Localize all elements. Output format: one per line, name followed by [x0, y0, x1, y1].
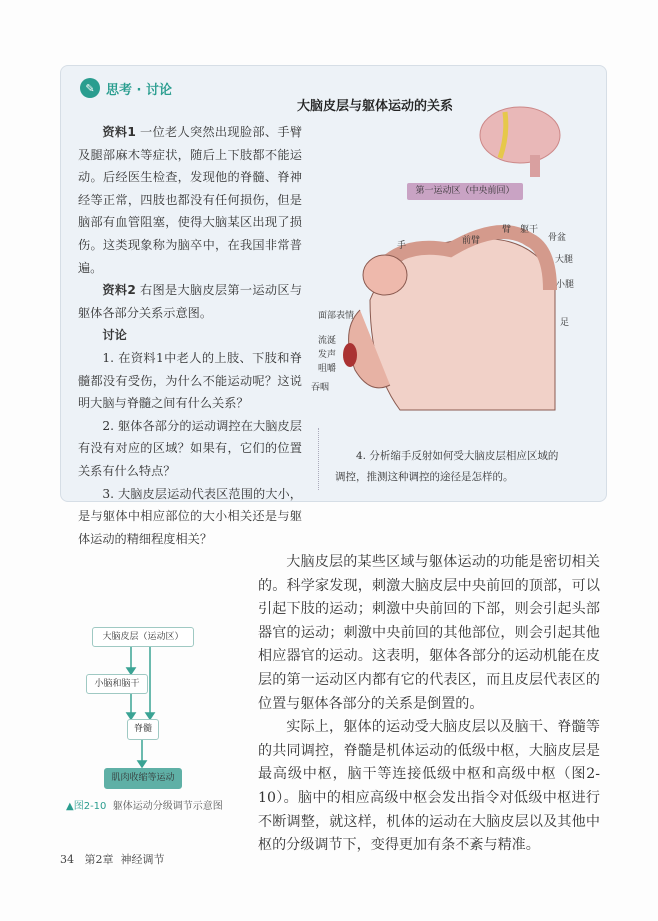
- label-chew: 咀嚼: [318, 364, 337, 374]
- motor-cortex-illustration: [330, 100, 570, 420]
- material2-text: 右图是大脑皮层第一运动区与躯体各部分关系示意图。: [78, 283, 303, 320]
- paragraph-1: 大脑皮层的某些区域与躯体运动的功能是密切相关的。科学家发现，刺激大脑皮层中央前回的顶部，可以引起下肢的运动；刺激中央前回的下部，则会引起头部器官的运动；刺激中央前回的其他部位，则会引起其他相应器官的运动。这表明，躯体各部分的运动机能在皮层的第一运动区内都有它的代表区，而且皮层代表区的位置与躯体各部分的关系是倒置的。: [258, 554, 600, 712]
- node-cerebellum-brainstem: 小脑和脑干: [86, 674, 148, 694]
- label-voice: 发声: [318, 350, 337, 360]
- label-face: 面部表情: [318, 311, 355, 321]
- paragraph-2: 实际上，躯体的运动受大脑皮层以及脑干、脊髓等的共同调控，脊髓是机体运动的低级中枢，大脑皮层是最高级中枢，脑干等连接低级中枢和高级中枢（图2-10）。脑中的相应高级中枢会发出指令对低级中枢进行不断调整，就这样，机体的运动在大脑皮层以及其他中枢的分级调节下，变得更加有条不紊与精准。: [258, 719, 600, 854]
- material2-label: 资料2: [102, 283, 136, 298]
- question-2: 2. 躯体各部分的运动调控在大脑皮层有没有对应的区域？如果有，它们的位置关系有什么特点？: [78, 418, 302, 478]
- material1-label: 资料1: [102, 125, 136, 139]
- label-calf: 小腿: [556, 280, 575, 290]
- question-4: 4. 分析缩手反射如何受大脑皮层相应区域的调控，推测这种调控的途径是怎样的。: [335, 450, 559, 483]
- caption-text: 躯体运动分级调节示意图: [112, 801, 223, 812]
- materials: [78, 121, 302, 550]
- node-cerebral-cortex: 大脑皮层（运动区）: [92, 627, 194, 647]
- body-text: [258, 551, 600, 858]
- divider: [318, 428, 319, 490]
- chapter-title: 神经调节: [120, 853, 165, 866]
- label-arm: 臂: [502, 225, 512, 235]
- discussion-label: 讨论: [102, 328, 127, 343]
- label-drool: 流涎: [318, 336, 337, 346]
- header-label: 思考 · 讨论: [106, 82, 172, 98]
- question-3: 3. 大脑皮层运动代表区范围的大小，是与躯体中相应部位的大小相关还是与躯体运动的精细程度相关？: [78, 486, 302, 546]
- node-spinal-cord: 脊髓: [127, 719, 159, 740]
- figure-caption: ▲图2-10 躯体运动分级调节示意图: [66, 801, 223, 812]
- label-foot: 足: [560, 318, 570, 328]
- page-footer: [60, 851, 165, 867]
- label-pelvis: 骨盆: [548, 233, 567, 243]
- discussion-header: [80, 78, 172, 98]
- caption-number: 图2-10: [73, 801, 107, 812]
- question-1: 1. 在资料1中老人的上肢、下肢和脊髓都没有受伤，为什么不能运动呢？这说明大脑与脊髓之间有什么关系？: [78, 350, 302, 411]
- lightbulb-icon: ✎: [80, 78, 100, 98]
- label-trunk: 躯干: [520, 225, 539, 235]
- page-number: 34: [60, 853, 74, 866]
- node-muscle-movement: 肌肉收缩等运动: [104, 768, 182, 789]
- question-4-block: [335, 446, 565, 488]
- label-thigh: 大腿: [555, 255, 574, 265]
- label-forearm: 前臂: [462, 236, 481, 246]
- discussion-title: 大脑皮层与躯体运动的关系: [296, 99, 453, 114]
- chapter-number: 第2章: [84, 853, 114, 866]
- motor-zone-label: 第一运动区（中央前回）: [407, 183, 523, 200]
- label-swallow: 吞咽: [311, 383, 330, 393]
- brain-icon: [480, 107, 560, 163]
- material1-text: 一位老人突然出现脸部、手臂及腿部麻木等症状，随后上下肢都不能运动。后经医生检查，发现他的脊髓、脊神经等正常，四肢也都没有任何损伤，但是脑部有血管阻塞，使得大脑某区出现了损伤。这类现象称为脑卒中，在我国非常普遍。: [78, 125, 303, 275]
- label-hand: 手: [397, 241, 407, 251]
